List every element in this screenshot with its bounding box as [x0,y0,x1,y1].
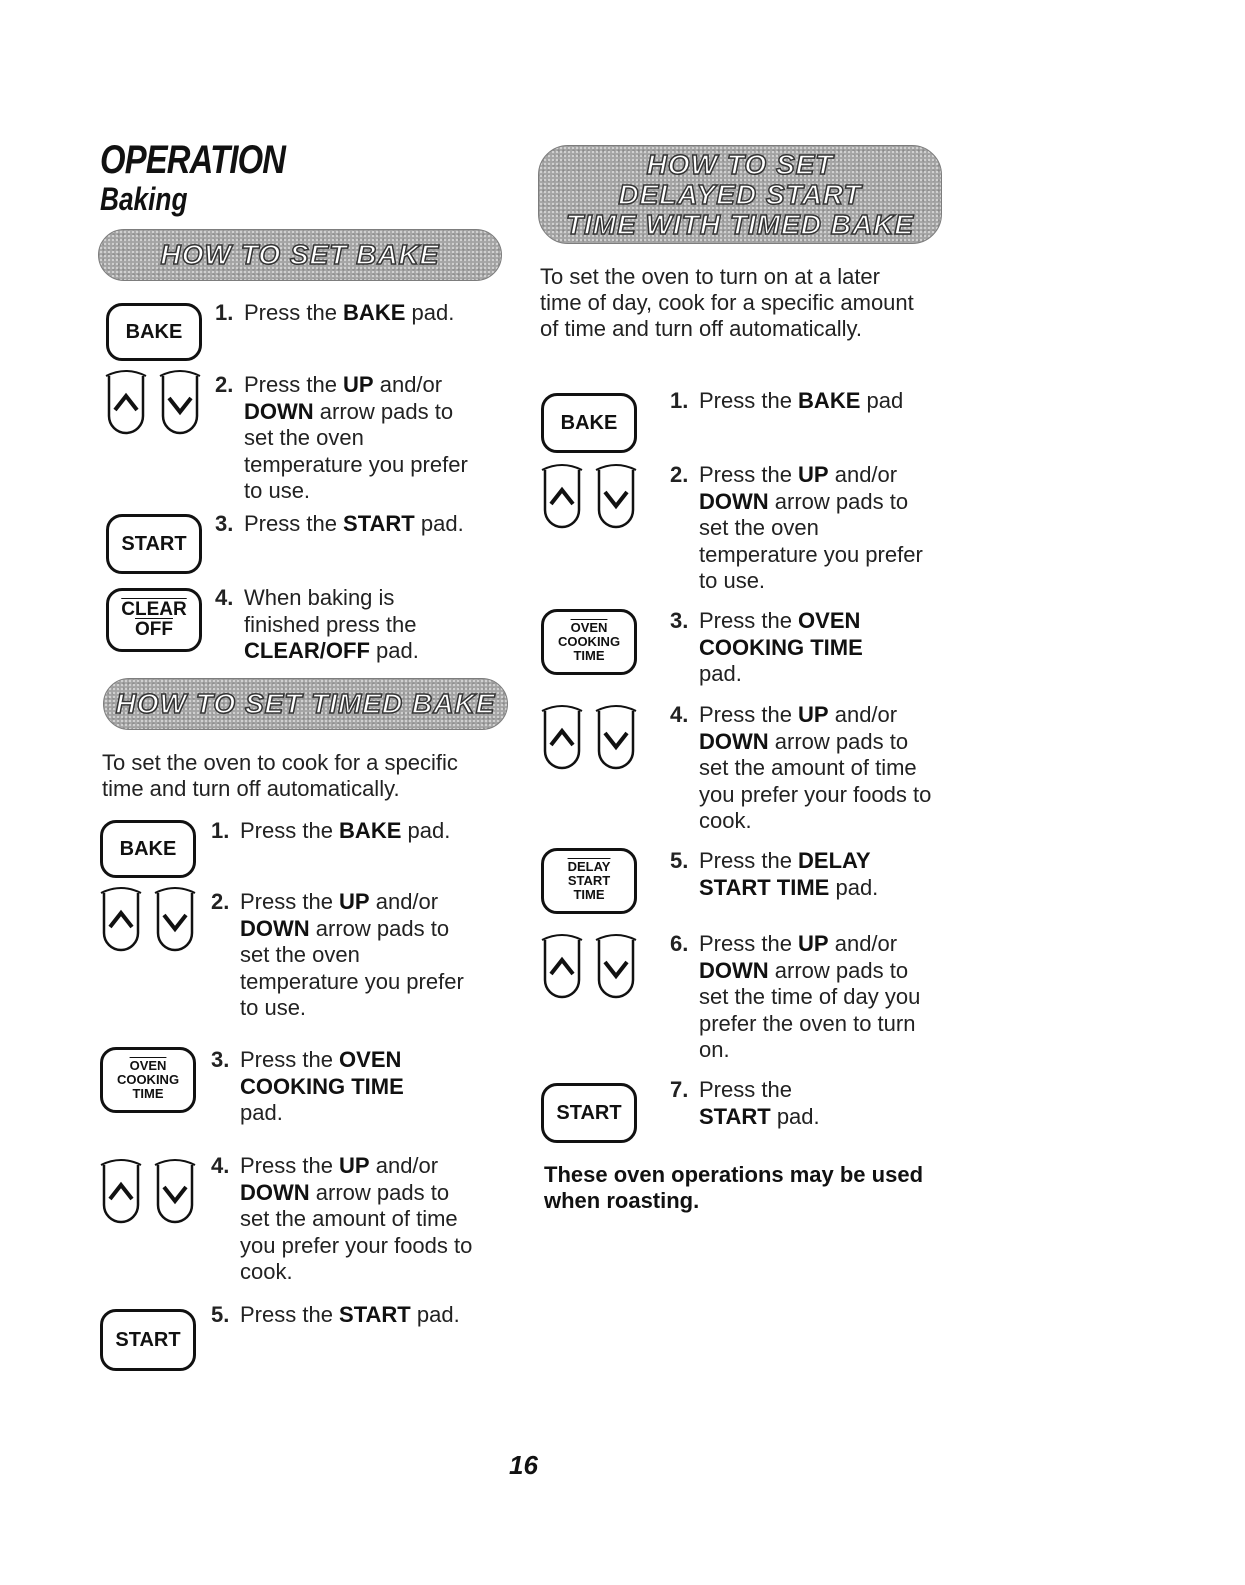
step-keyword: UP [798,931,829,956]
step-text: Press the [699,608,799,633]
step-item [211,1153,481,1286]
section-banner-delayed-start [538,145,942,244]
step-text: Press the [240,1302,340,1327]
step-text: Press the [240,818,340,843]
step-number: 2. [215,372,234,397]
down-arrow-icon [152,885,198,955]
pad-label: START [121,533,187,555]
step-text: pad [860,388,904,413]
up-down-arrow-pads-icon [539,703,639,773]
step-item [670,931,940,1064]
down-arrow-icon [157,368,203,438]
step-number: 2. [670,462,689,487]
pad-label: COOKING [557,634,621,649]
pad-label: TIME [573,887,605,902]
step-number: 2. [211,889,230,914]
step-text: and/or [828,931,898,956]
page-number: 16 [509,1450,538,1480]
step-item [670,462,930,595]
up-arrow-icon [98,1157,144,1227]
up-down-arrow-pads-icon [103,368,203,438]
pad-label: BAKE [119,838,177,860]
step-number: 7. [670,1077,689,1102]
step-keyword: UP [339,1153,370,1178]
step-number: 5. [670,848,689,873]
step-text: Press the [699,702,799,727]
step-text: and/or [828,702,898,727]
section-banner-bake [98,229,502,281]
step-keyword: BAKE [798,388,861,413]
step-number: 4. [215,585,234,610]
up-down-arrow-pads-icon [539,932,639,1002]
step-text: Press the [699,931,799,956]
step-number: 3. [211,1047,230,1072]
step-item [670,608,900,688]
bake-pad-icon [541,393,637,453]
banner-title: DELAYED START [618,178,862,210]
step-item [215,300,495,327]
step-text: and/or [369,889,439,914]
step-text: arrow pads to set the oven temperature you prefer to use. [244,398,468,503]
step-keyword: BAKE [343,300,406,325]
step-item [670,1077,830,1130]
pad-label: BAKE [560,412,618,434]
step-keyword: DOWN [240,1179,310,1205]
step-text: and/or [373,372,443,397]
step-text: Press the [699,388,799,413]
up-arrow-icon [539,462,585,532]
roasting-note: These oven operations may be used when roasting. [544,1162,924,1213]
bake-pad-icon [100,820,196,878]
up-down-arrow-pads-icon [98,1157,198,1227]
step-keyword: UP [339,889,370,914]
step-item [211,1047,441,1127]
up-arrow-icon [98,885,144,955]
step-item [670,388,950,415]
page-subtitle: Baking [100,181,188,217]
step-number: 3. [215,511,234,536]
oven-cooking-time-pad-icon [541,609,637,675]
step-keyword: CLEAR/OFF [244,638,370,663]
down-arrow-icon [593,462,639,532]
step-keyword: DOWN [699,488,769,514]
step-text: arrow pads to set the oven temperature you prefer to use. [699,488,923,593]
step-keyword: START [343,511,415,536]
step-text: pad. [414,511,464,536]
step-text: arrow pads to set the amount of time you prefer your foods to cook. [240,1179,473,1284]
section-intro: To set the oven to cook for a specific time and turn off automatically. [102,750,458,801]
pad-label: OVEN [570,620,608,635]
step-text: When baking is finished press the [244,585,417,637]
step-text: Press the [244,511,344,536]
bake-pad-icon [106,303,202,361]
step-number: 4. [670,702,689,727]
start-pad-icon [106,514,202,574]
delay-start-time-pad-icon [541,848,637,914]
step-number: 3. [670,608,689,633]
step-number: 1. [211,818,230,843]
step-text: pad. [699,661,742,686]
down-arrow-icon [152,1157,198,1227]
step-keyword: UP [343,372,374,397]
up-down-arrow-pads-icon [539,462,639,532]
step-text: arrow pads to set the oven temperature you prefer to use. [240,915,464,1020]
step-text: Press the [240,1153,340,1178]
pad-label: BAKE [125,321,183,343]
pad-label: CLEAR [121,599,187,620]
pad-label: $\overline{OFF}$ [135,619,173,640]
pad-label: START [556,1102,622,1124]
step-item [215,585,455,665]
step-number: 1. [215,300,234,325]
step-text: Press the [244,372,344,397]
step-text: and/or [369,1153,439,1178]
step-text: pad. [401,818,451,843]
step-item [670,702,940,835]
up-arrow-icon [103,368,149,438]
pad-label: DELAY [567,859,611,874]
section-intro: To set the oven to turn on at a later time of day, cook for a specific amount of time and turn off automatically. [540,264,914,341]
down-arrow-icon [593,932,639,1002]
step-item [670,848,900,901]
step-text: arrow pads to set the amount of time you prefer your foods to cook. [699,728,932,833]
oven-cooking-time-pad-icon [100,1047,196,1113]
section-banner-timed-bake [103,678,508,730]
down-arrow-icon [593,703,639,773]
step-keyword: OVEN COOKING TIME [699,608,863,660]
step-keyword: START [699,1103,771,1129]
step-item [215,511,495,538]
step-keyword: BAKE [339,818,402,843]
step-text: pad. [410,1302,460,1327]
pad-label: START [567,873,611,888]
step-text: and/or [828,462,898,487]
step-number: 4. [211,1153,230,1178]
step-text: Press the [240,1047,340,1072]
up-arrow-icon [539,703,585,773]
banner-title: HOW TO SET TIMED BAKE [115,688,496,719]
step-item [215,372,475,505]
banner-title: HOW TO SET BAKE [160,239,440,270]
start-pad-icon [541,1083,637,1143]
step-text: Press the [699,1077,792,1102]
step-keyword: DOWN [244,398,314,424]
pad-label: TIME [132,1086,164,1101]
clear-off-pad-icon [106,588,202,652]
pad-label: TIME [573,648,605,663]
step-keyword: DOWN [699,728,769,754]
step-text: Press the [240,889,340,914]
step-keyword: START [339,1302,411,1327]
step-keyword: DELAY START TIME [699,848,871,900]
up-arrow-icon [539,932,585,1002]
step-item [211,818,491,845]
banner-title: TIME WITH TIMED BAKE [565,208,915,240]
step-keyword: DOWN [699,957,769,983]
step-keyword: OVEN COOKING TIME [240,1047,404,1099]
step-text: pad. [770,1103,820,1129]
step-keyword: UP [798,462,829,487]
banner-title: HOW TO SET [646,148,834,180]
step-text: pad. [405,300,455,325]
step-text: arrow pads to set the time of day you prefer the oven to turn on. [699,957,921,1062]
step-text: pad. [240,1100,283,1125]
step-item [211,1302,491,1329]
pad-label: OVEN [129,1058,167,1073]
page-title: OPERATION [100,138,286,182]
up-down-arrow-pads-icon [98,885,198,955]
step-text: Press the [699,848,799,873]
step-text: pad. [829,874,879,900]
step-number: 5. [211,1302,230,1327]
step-item [211,889,481,1022]
step-keyword: DOWN [240,915,310,941]
step-number: 6. [670,931,689,956]
pad-label: COOKING [116,1072,180,1087]
step-text: pad. [369,638,419,663]
step-keyword: UP [798,702,829,727]
step-text: Press the [244,300,344,325]
pad-label: START [115,1329,181,1351]
step-number: 1. [670,388,689,413]
start-pad-icon [100,1309,196,1371]
step-text: Press the [699,462,799,487]
